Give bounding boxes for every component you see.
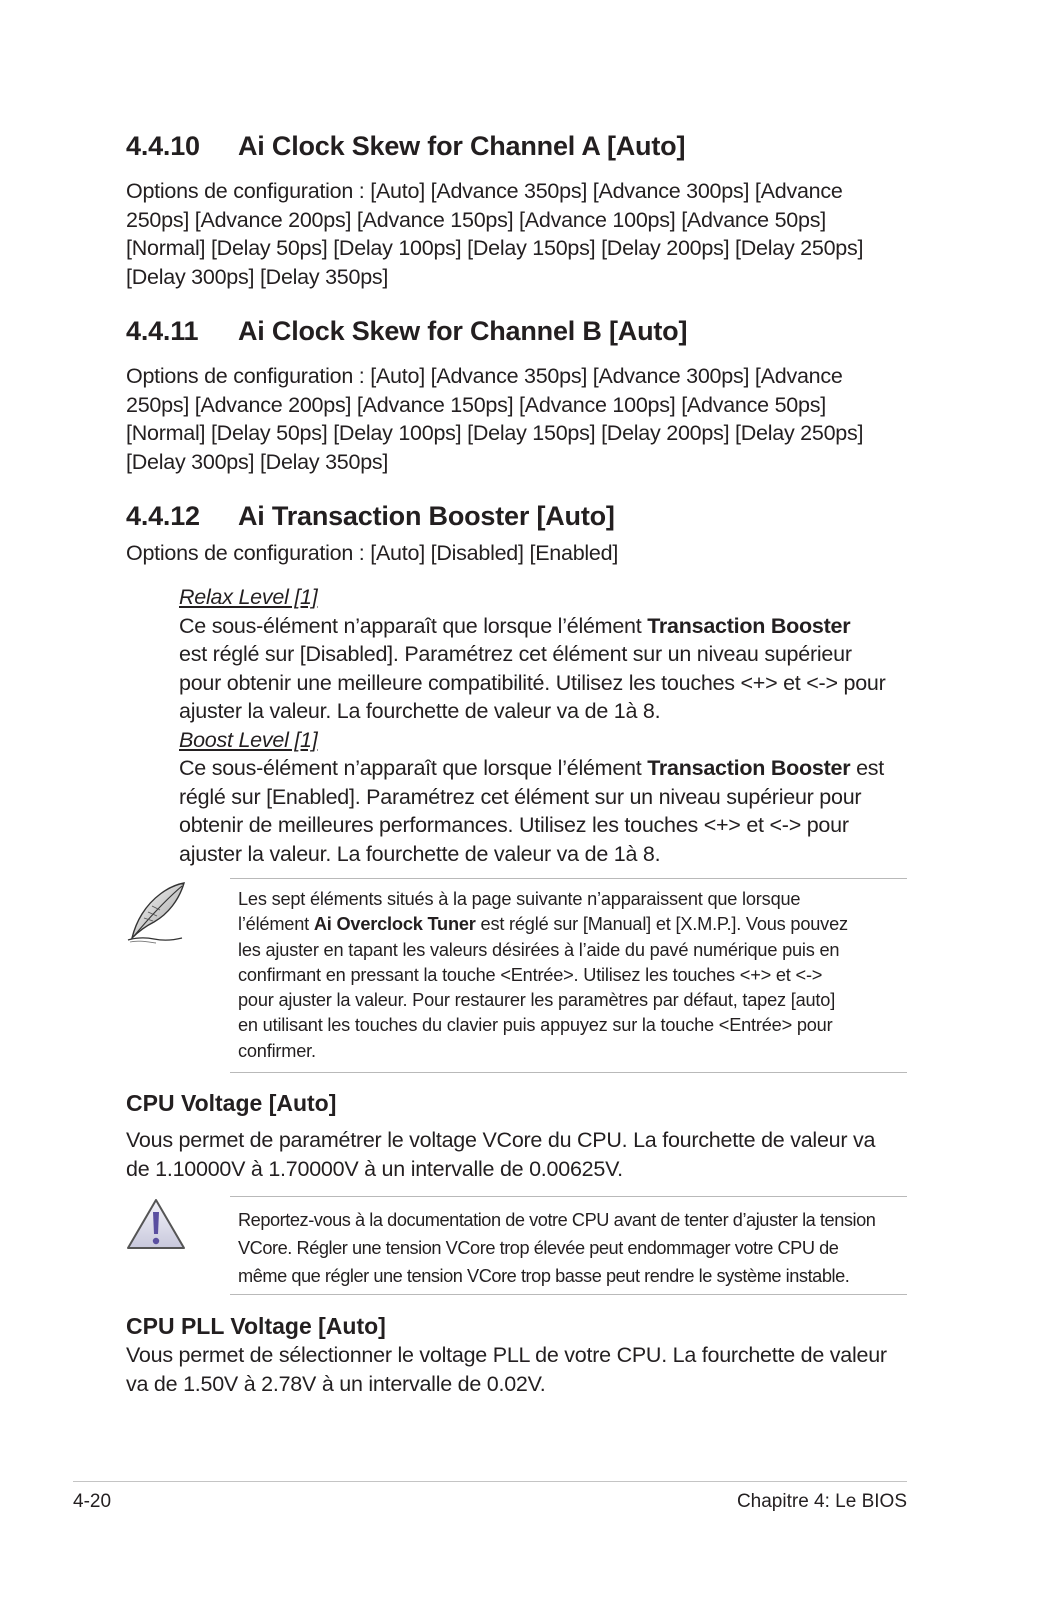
note-line: les ajuster en tapant les valeurs désirées à l’aide du pavé numérique puis en — [238, 939, 840, 960]
note-line: confirmer. — [238, 1040, 316, 1061]
note-top-rule — [230, 878, 907, 879]
body-line: de 1.10000V à 1.70000V à un intervalle de 0.00625V. — [126, 1156, 623, 1181]
section-title: Ai Transaction Booster [Auto] — [238, 501, 615, 531]
note-line: en utilisant les touches du clavier puis appuyez sur la touche <Entrée> pour — [238, 1015, 833, 1036]
body-line: [Delay 300ps] [Delay 350ps] — [126, 449, 389, 474]
section-body-4-4-11 — [126, 362, 863, 476]
body-line: [Normal] [Delay 50ps] [Delay 100ps] [Delay 150ps] [Delay 200ps] [Delay 250ps] — [126, 236, 864, 260]
body-line: 250ps] [Advance 200ps] [Advance 150ps] [Advance 100ps] [Advance 50ps] — [126, 392, 826, 417]
page-number: 4-20 — [73, 1491, 112, 1512]
relax-line: pour obtenir une meilleure compatibilité. Utilisez les touches <+> et <-> pour — [179, 670, 886, 695]
relax-line: est réglé sur [Disabled]. Paramétrez cet élément sur un niveau supérieur — [179, 642, 852, 666]
body-line: 250ps] [Advance 200ps] [Advance 150ps] [Advance 100ps] [Advance 50ps] — [126, 207, 826, 232]
warning-icon — [124, 1196, 188, 1254]
warning-bottom-rule — [230, 1294, 907, 1295]
section-title: Ai Clock Skew for Channel A [Auto] — [238, 131, 686, 161]
boost-line: réglé sur [Enabled]. Paramétrez cet élément sur un niveau supérieur pour — [179, 784, 862, 809]
pen-icon — [124, 880, 190, 944]
section-heading-4-4-12 — [126, 500, 615, 532]
section-number: 4.4.10 — [126, 131, 200, 161]
chapter-title: Chapitre 4: Le BIOS — [736, 1491, 907, 1512]
boost-line: ajuster la valeur. La fourchette de valeur va de 1à 8. — [179, 841, 661, 866]
body-line: [Normal] [Delay 50ps] [Delay 100ps] [Delay 150ps] [Delay 200ps] [Delay 250ps] — [126, 421, 864, 445]
cpu-voltage-body — [126, 1126, 875, 1183]
warning-top-rule — [230, 1196, 907, 1197]
body-line: Options de configuration : [Auto] [Disabled] [Enabled] — [126, 541, 619, 565]
warning-line: Reportez-vous à la documentation de votre CPU avant de tenter d’ajuster la tension — [238, 1210, 876, 1230]
warning-line: même que régler une tension VCore trop basse peut rendre le système instable. — [238, 1266, 850, 1286]
note-bottom-rule — [230, 1072, 907, 1073]
note-line: Les sept éléments situés à la page suivante n’apparaissent que lorsque — [238, 889, 801, 909]
section-heading-4-4-10 — [126, 130, 685, 162]
sub-items — [179, 583, 886, 868]
relax-level-title: Relax Level [1] — [179, 585, 318, 609]
body-line: va de 1.50V à 2.78V à un intervalle de 0.02V. — [126, 1371, 546, 1396]
cpu-voltage-heading: CPU Voltage [Auto] — [126, 1090, 337, 1116]
section-body-4-4-12 — [126, 539, 618, 568]
footer-rule — [73, 1481, 907, 1482]
body-line: Vous permet de paramétrer le voltage VCore du CPU. La fourchette de valeur va — [126, 1128, 876, 1152]
note-line: confirmant en pressant la touche <Entrée>. Utilisez les touches <+> et <-> — [238, 964, 823, 985]
body-line: [Delay 300ps] [Delay 350ps] — [126, 264, 389, 289]
warning-text — [238, 1206, 875, 1290]
boost-line: Ce sous-élément n’apparaît que lorsque l’élément Transaction Booster est — [179, 756, 884, 780]
section-number: 4.4.11 — [126, 316, 199, 346]
cpu-pll-voltage-heading: CPU PLL Voltage [Auto] — [126, 1313, 386, 1339]
section-heading-4-4-11 — [126, 315, 687, 347]
section-body-4-4-10 — [126, 177, 863, 291]
relax-line: ajuster la valeur. La fourchette de valeur va de 1à 8. — [179, 699, 661, 723]
note-text — [238, 887, 848, 1064]
body-line: Options de configuration : [Auto] [Advance 350ps] [Advance 300ps] [Advance — [126, 179, 843, 203]
body-line: Options de configuration : [Auto] [Advance 350ps] [Advance 300ps] [Advance — [126, 364, 843, 388]
warning-line: VCore. Régler une tension VCore trop élevée peut endommager votre CPU de — [238, 1238, 839, 1258]
body-line: Vous permet de sélectionner le voltage PLL de votre CPU. La fourchette de valeur — [126, 1343, 887, 1367]
boost-level-title: Boost Level [1] — [179, 727, 318, 752]
note-line: pour ajuster la valeur. Pour restaurer les paramètres par défaut, tapez [auto] — [238, 990, 836, 1011]
cpu-pll-voltage-body — [126, 1341, 887, 1398]
section-title: Ai Clock Skew for Channel B [Auto] — [238, 316, 688, 346]
boost-line: obtenir de meilleures performances. Utilisez les touches <+> et <-> pour — [179, 813, 849, 837]
note-line: l’élément Ai Overclock Tuner est réglé sur [Manual] et [X.M.P.]. Vous pouvez — [238, 914, 848, 935]
relax-line: Ce sous-élément n’apparaît que lorsque l’élément Transaction Booster — [179, 613, 851, 638]
section-number: 4.4.12 — [126, 501, 200, 531]
